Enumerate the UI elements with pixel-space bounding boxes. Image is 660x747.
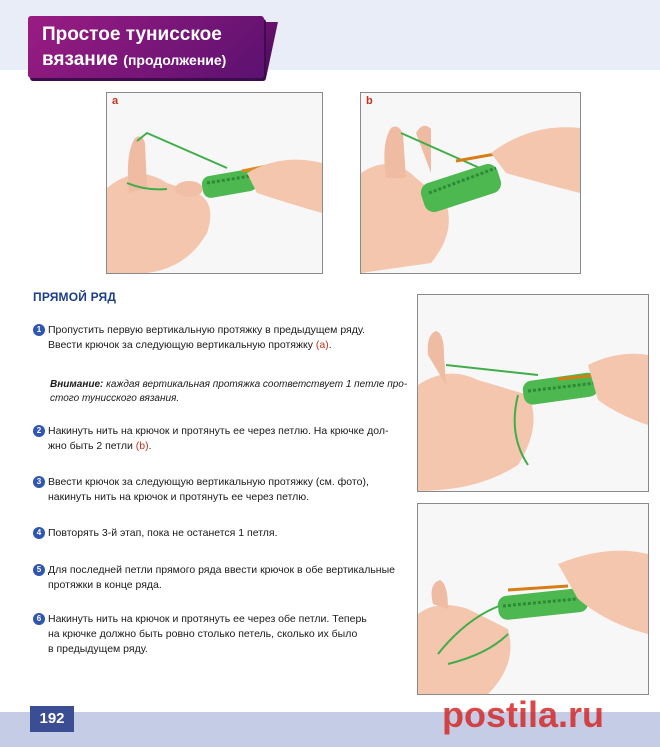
step-text: накинуть нить на крючок и протянуть ее через петлю. (48, 491, 310, 503)
step-text: Пропустить первую вертикальную протяжку в предыдущем ряду. (48, 324, 365, 336)
step-text-tail: . (328, 339, 332, 351)
photo-ref: (a) (315, 339, 329, 351)
step-text: Накинуть нить на крючок и протянуть ее через петлю. На крючке дол- (48, 425, 389, 437)
watermark-svg (440, 689, 645, 739)
step-text: жно быть 2 петли (48, 440, 133, 452)
page-number: 192 (30, 706, 74, 732)
photo-label-a: a (112, 95, 119, 107)
watermark-text: postila.ru (442, 694, 605, 735)
step-number-badge: 6 (33, 613, 45, 625)
step-text: Для последней петли прямого ряда ввести крючок в обе вертикальные (48, 564, 395, 576)
step-1 (33, 323, 408, 353)
step-text: в предыдущем ряду. (48, 643, 148, 655)
step-number-badge: 2 (33, 425, 45, 437)
step-number-badge: 1 (33, 324, 45, 336)
hand-crochet-illustration-a (107, 93, 322, 273)
step-number-badge: 4 (33, 527, 45, 539)
photo-c (417, 294, 649, 492)
step-text: на крючке должно быть ровно столько петель, сколько их было (48, 628, 358, 640)
title-line-1: Простое тунисское (42, 24, 222, 45)
title-word: вязание (42, 49, 118, 70)
hand-crochet-illustration-c (418, 295, 648, 491)
photo-b (360, 92, 581, 274)
hand-crochet-illustration-d (418, 504, 648, 694)
page-title (28, 16, 264, 78)
title-paren: (продолжение) (123, 52, 227, 68)
note-label: Внимание: (50, 379, 104, 390)
title-line-2 (42, 49, 226, 71)
step-5 (33, 563, 408, 593)
photo-ref: (b) (135, 440, 149, 452)
note-text: стого тунисского вязания. (50, 393, 180, 404)
step-6 (33, 612, 408, 657)
step-text: Ввести крючок за следующую вертикальную протяжку (48, 339, 313, 351)
step-text: Ввести крючок за следующую вертикальную протяжку (см. фото), (48, 476, 369, 488)
step-text-tail: . (148, 440, 152, 452)
step-text: Повторять 3-й этап, пока не останется 1 петля. (48, 527, 278, 539)
step-3 (33, 475, 408, 505)
section-title: ПРЯМОЙ РЯД (33, 290, 117, 304)
step-2 (33, 424, 408, 454)
attention-note (50, 378, 410, 406)
step-number-badge: 5 (33, 564, 45, 576)
step-text: протяжки в конце ряда. (48, 579, 162, 591)
photo-d (417, 503, 649, 695)
hand-crochet-illustration-b (361, 93, 580, 273)
photo-a (106, 92, 323, 274)
step-text: Накинуть нить на крючок и протянуть ее через обе петли. Теперь (48, 613, 367, 625)
step-number-badge: 3 (33, 476, 45, 488)
photo-label-b: b (366, 95, 373, 107)
watermark-logo (440, 689, 645, 739)
note-text: каждая вертикальная протяжка соответствует 1 петле про- (106, 379, 408, 390)
step-4 (33, 526, 408, 541)
